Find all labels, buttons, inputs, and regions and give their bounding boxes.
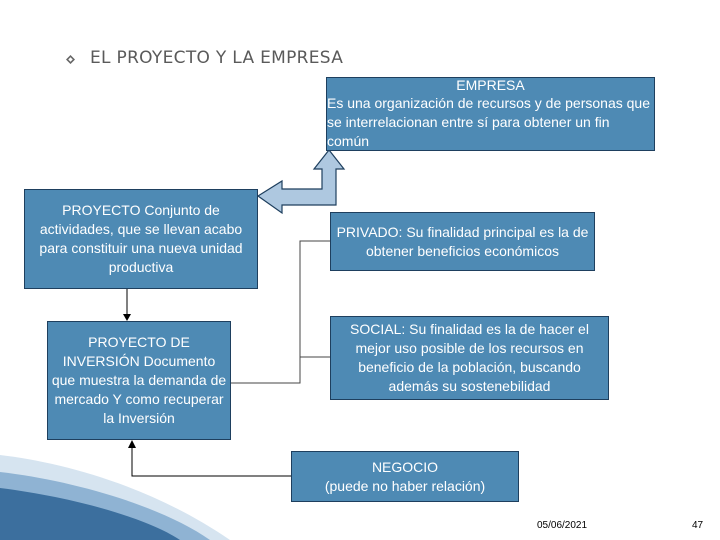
down-arrowhead — [123, 314, 131, 321]
slide-title: EL PROYECTO Y LA EMPRESA — [90, 48, 344, 68]
privado-box — [330, 212, 595, 271]
privado-text: PRIVADO: Su finalidad principal es la de obtener beneficios económicos — [336, 223, 589, 259]
proyecto-box — [24, 189, 258, 289]
empresa-heading: EMPRESA — [456, 77, 525, 93]
empresa-box — [326, 77, 655, 151]
negocio-box — [291, 451, 519, 502]
inversion-text: PROYECTO DE INVERSIÓN Documento que muestra la demanda de mercado Y como recuperar la Inversión — [51, 334, 227, 426]
proyecto-inversion-box — [47, 321, 231, 440]
empresa-text: Es una organización de recursos y de personas que se interrelacionan entre sí para obtener un fin común — [327, 95, 650, 149]
social-text: SOCIAL: Su finalidad es la de hacer el mejor uso posible de los recursos en beneficio de la población, buscando además su sostenebilidad — [350, 321, 589, 394]
up-arrowhead — [128, 440, 136, 448]
slide-date: 05/06/2021 — [537, 520, 588, 531]
negocio-connector — [132, 447, 291, 476]
negocio-heading: NEGOCIO — [371, 458, 439, 475]
negocio-note: (puede no haber relación) — [324, 477, 486, 494]
social-box — [330, 316, 609, 400]
proyecto-text: PROYECTO Conjunto de actividades, que se llevan acabo para constituir una nueva unidad productiva — [39, 202, 243, 275]
up-arrow-shape — [258, 150, 344, 213]
slide-number: 47 — [692, 520, 704, 531]
